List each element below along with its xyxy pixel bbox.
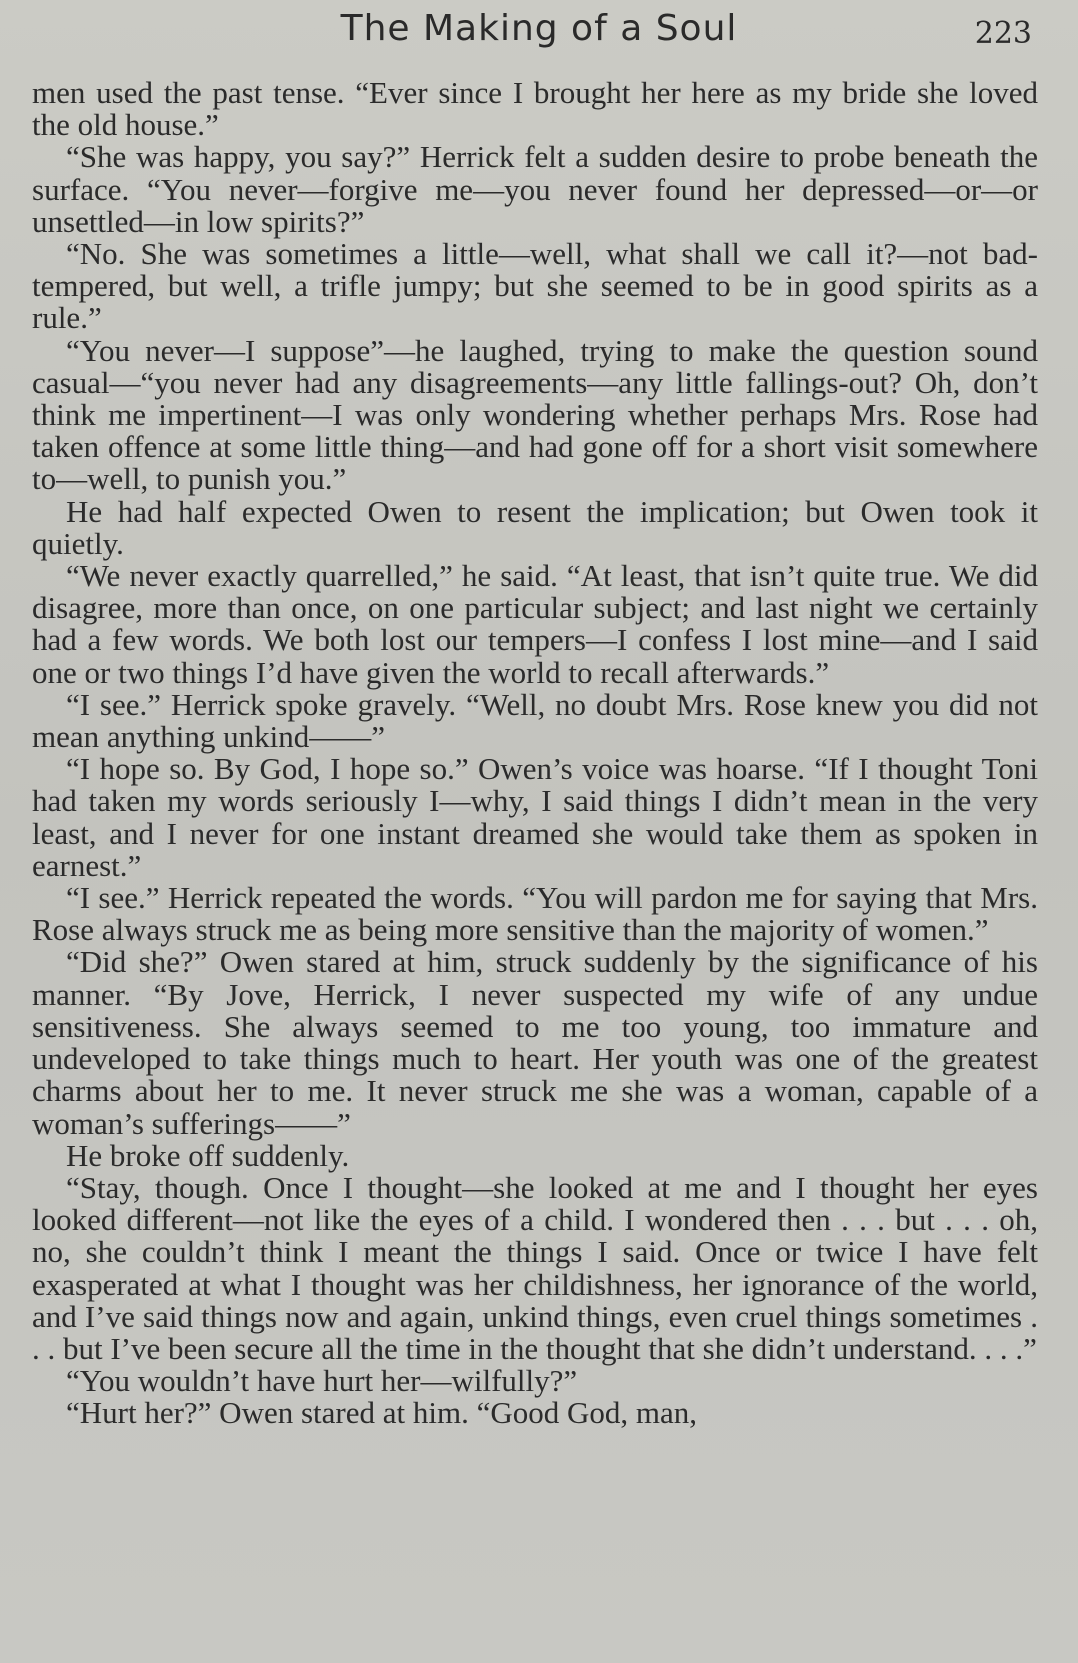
paragraph: He had half expected Owen to resent the implication; but Owen took it quietly. bbox=[32, 493, 1038, 561]
page-number: 223 bbox=[974, 16, 1032, 51]
paragraph: “Did she?” Owen stared at him, struck suddenly by the significance of his manner. “By Jove, Herrick, I never suspected my wife of any undue sensitiveness. She always seemed to me too young, too immature and undeveloped to take things much to heart. Her youth was one of the greatest charms about her to me. It never struck me she was a woman, capable of a woman’s sufferings——” bbox=[32, 944, 1038, 1141]
paragraph: “You wouldn’t have hurt her—wilfully?” bbox=[66, 1363, 578, 1399]
paragraph: He broke off suddenly. bbox=[66, 1137, 350, 1173]
paragraph: men used the past tense. “Ever since I brought her here as my bride she loved the old house.” bbox=[32, 75, 1038, 143]
body-text bbox=[32, 77, 1038, 1430]
paragraph: “I see.” Herrick repeated the words. “You will pardon me for saying that Mrs. Rose always struck me as being more sensitive than the majority of women.” bbox=[32, 880, 1038, 948]
running-title: The Making of a Soul bbox=[340, 8, 738, 49]
paragraph: “You never—I suppose”—he laughed, trying to make the question sound casual—“you never had any disagreements—any little fallings-out? Oh, don’t think me impertinent—I was only wondering whether perhaps Mrs. Rose had taken offence at some little thing—and had gone off for a short visit somewhere to—well, to punish you.” bbox=[32, 332, 1038, 497]
paragraph: “She was happy, you say?” Herrick felt a sudden desire to probe beneath the surface. “You never—forgive me—you never found her depressed—or—or unsettled—in low spirits?” bbox=[32, 139, 1038, 239]
paragraph: “No. She was sometimes a little—well, what shall we call it?—not bad-tempered, but well, a trifle jumpy; but she seemed to be in good spirits as a rule.” bbox=[32, 236, 1038, 336]
paragraph: “I hope so. By God, I hope so.” Owen’s voice was hoarse. “If I thought Toni had taken my words seriously I—why, I said things I didn’t mean in the very least, and I never for one instant dreamed she would take them as spoken in earnest.” bbox=[32, 751, 1038, 883]
paragraph: “We never exactly quarrelled,” he said. “At least, that isn’t quite true. We did disagree, more than once, on one particular subject; and last night we certainly had a few words. We both lost our tempers—I confess I lost mine—and I said one or two things I’d have given the world to recall afterwards.” bbox=[32, 558, 1038, 690]
page-header bbox=[0, 8, 1078, 64]
paragraph: “I see.” Herrick spoke gravely. “Well, no doubt Mrs. Rose knew you did not mean anything unkind——” bbox=[32, 686, 1038, 755]
paragraph: “Stay, though. Once I thought—she looked at me and I thought her eyes looked different—not like the eyes of a child. I wondered then . . . but . . . oh, no, she couldn’t think I meant the things I said. Once or twice I have felt exasperated at what I thought was her childishness, her ignorance of the world, and I’ve said things now and again, unkind things, even cruel things sometimes . . . but I’ve been secure all the time in the thought that she didn’t understand. . . .” bbox=[32, 1169, 1038, 1366]
paragraph: “Hurt her?” Owen stared at him. “Good God, man, bbox=[66, 1395, 697, 1431]
